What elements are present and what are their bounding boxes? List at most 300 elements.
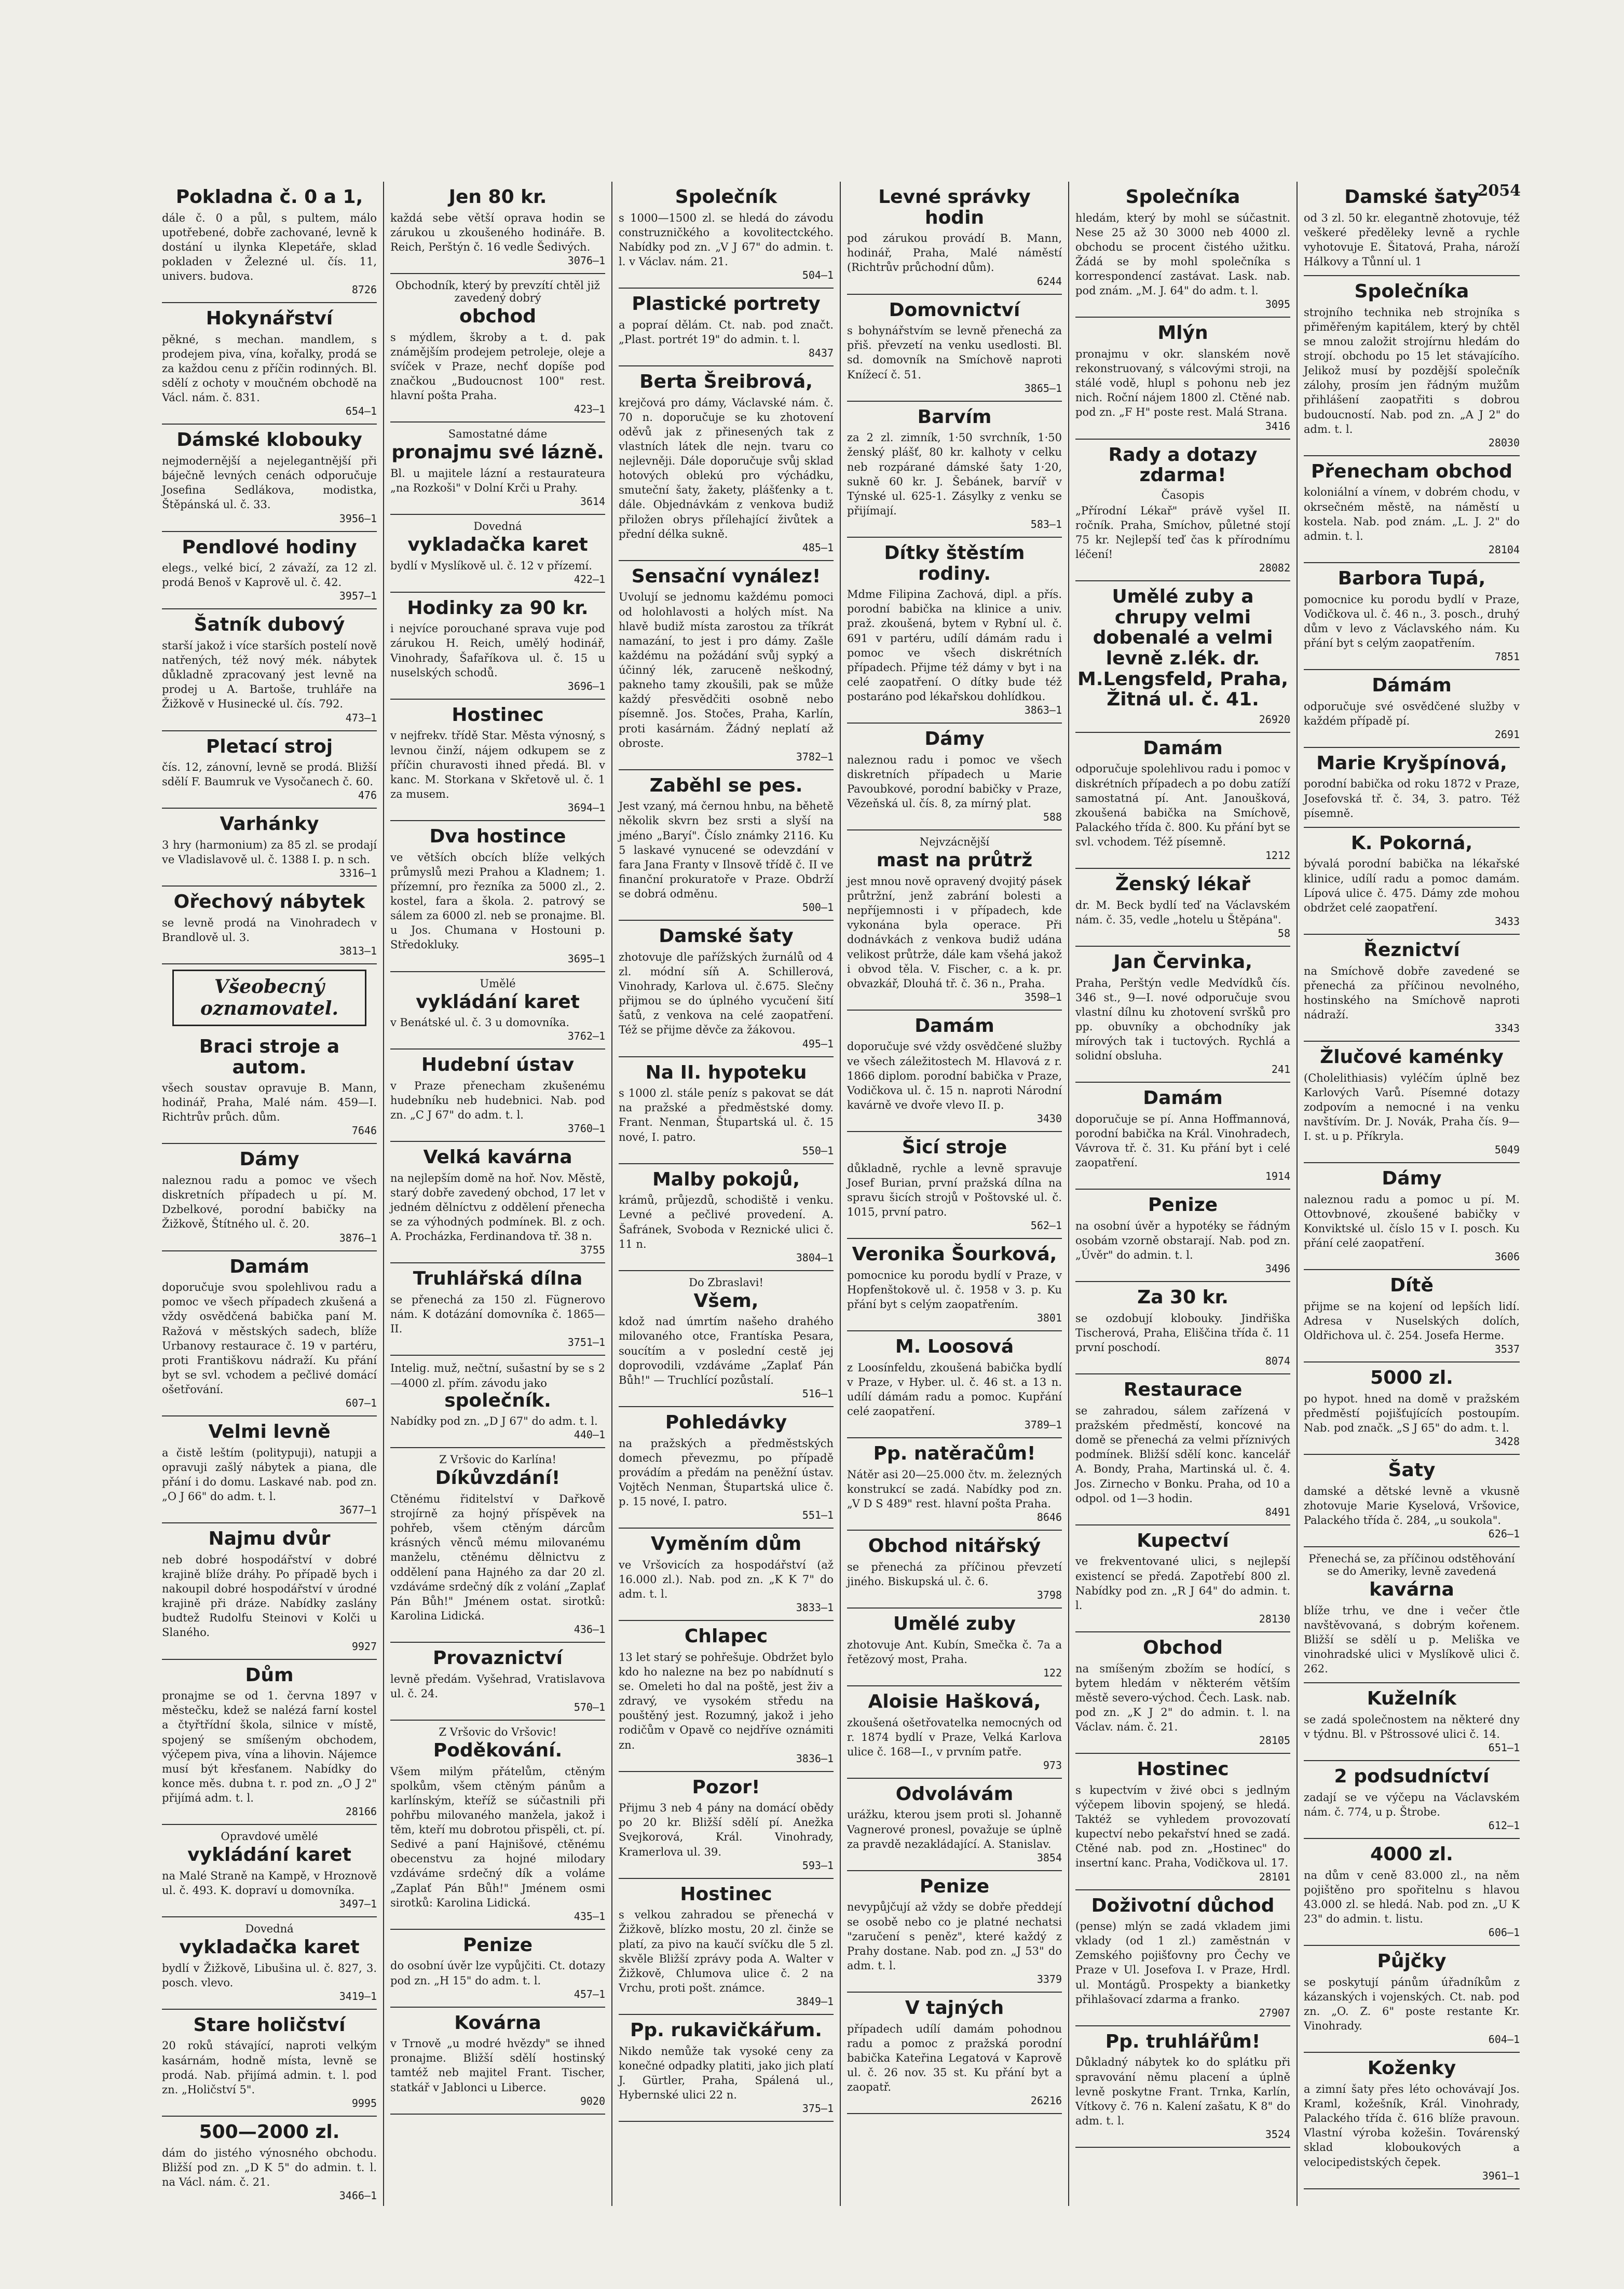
classified-ad [847,1438,1062,1531]
ad-reference-number: 3957—1 [339,590,377,603]
ad-reference-number: 3863—1 [1024,704,1062,717]
classified-ad [162,2117,377,2206]
classified-ad [162,731,377,809]
ad-text: damské a dětské levně a vkusně zhotovuje Marie Kyselová, Vršovice, Palackého třída č. 284, „u soukola". [1304,1484,1520,1527]
ad-headline: Restaurace [1123,1379,1243,1401]
ad-reference-number: 436—1 [574,1623,605,1636]
classified-ad [1304,1683,1520,1761]
ad-reference-number: 28130 [1259,1612,1290,1625]
classified-ad [619,770,834,921]
ad-reference-number: 3419—1 [339,1990,377,2002]
ad-headline: V tajných [905,1997,1004,2019]
ad-text: Uvolují se jednomu každému pomoci od holohlavosti a holých míst. Na hlavě budiž místa zarostou za tříkrát namazání, to jest i pro dámy. Zašle každému na požádání svůj sypký a účinný lék, zaruceně neškodný, pakneho tamy zkoušili, pak se může každý přesvědčiti osobně nebo písemně. Jos. Stočes, Praha, Karlín, proti kasárnám. Žádný neplatí až obroste. [619,591,834,750]
ad-reference-number: 7851 [1494,650,1520,663]
classified-ad [1304,1547,1520,1683]
classified-ad [847,1686,1062,1779]
ad-reference-number: 3343 [1494,1022,1520,1034]
ad-intro: Z Vršovic do Vršovic! [439,1725,557,1738]
ad-text: každá sebe větší oprava hodin se zárukou u zkoušeného hodináře. B. Reich, Perštýn č. 16 vedle Šedivých. [390,211,605,253]
ad-reference-number: 476 [358,789,377,802]
ad-intro: Umělé [480,977,516,990]
ad-reference-number: 3696—1 [567,679,605,692]
ad-reference-number: 3782—1 [796,750,834,763]
ad-text: na pražských a předměstských domech převezmu, po případě provádím a předám na peněžní ústav. Vojtěch Nenman, Štupartská ulice č. p. 15 nové, I. patro. [619,1437,834,1508]
ad-text: (Cholelithiasis) vyléčím úplně bez Karlových Varů. Písemné dotazy zodpovím a nemocné i na venku navštívím. Dr. J. Novák, Praha čís. 9—I. st. u p. Příkryla. [1304,1071,1520,1143]
ad-reference-number: 562—1 [1030,1219,1062,1232]
classified-ad [162,1660,377,1825]
classified-ad [1075,947,1290,1083]
ad-reference-number: 3751—1 [567,1336,605,1349]
ad-headline: Pp. rukavičkářum. [630,2020,822,2041]
ad-headline: Žlučové kaménky [1320,1046,1504,1068]
ad-reference-number: 8437 [808,346,834,359]
ad-headline: Umělé zuby [893,1613,1016,1635]
classified-ad [390,423,605,515]
ad-reference-number: 7646 [351,1124,377,1137]
ad-headline: Braci stroje a autom. [199,1036,340,1078]
classified-ad [1075,1632,1290,1754]
classified-ad [162,303,377,425]
classified-ad [847,182,1062,295]
ad-text: 3 hry (harmonium) za 85 zl. se prodají ve Vladislavově ul. č. 1388 I. p. n sch. [162,839,377,866]
ad-headline: vykládání karet [187,1844,351,1866]
ad-text: a popraí dělám. Ct. nab. pod značt. „Plast. portrét 19" do admin. t. l. [619,318,834,346]
ad-headline: Hokynářství [206,308,333,330]
classified-ad [619,921,834,1057]
classified-ad [847,1011,1062,1132]
classified-ad [619,561,834,770]
ad-text: všech soustav opravuje B. Mann, hodinář, Praha, Malé nám. 459—I. Richtrův průch. dům. [162,1082,377,1124]
ad-headline: 500—2000 zl. [199,2121,340,2143]
ad-headline: Ženský lékař [1115,874,1251,895]
classified-ad [162,1917,377,2010]
ad-headline: Jen 80 kr. [448,186,547,208]
ad-text: s kupectvím v živé obci s jedlným výčepem libovin spojený, se hledá. Taktéž se vyhledem provozovatí kupectví nebo pekařství hned se zadá. Ctěné nab. pod zn. „Hostinec" do insertní kanc. Praha, Vodičkova ul. 17. [1075,1783,1290,1870]
classified-ad [619,1057,834,1164]
ad-reference-number: 440—1 [574,1428,605,1441]
ad-reference-number: 551—1 [802,1509,834,1522]
ad-text: Všem milým přátelům, ctěným spolkům, všem ctěným pánům a karlínským, kteříž se súčastnili při pohřbu milovaného manžela, jakož i těm, kteří mu dobrotou přispěli, ct. pí. Sedivé a paní Hajnišové, ctěnému obecenstvu za hojné milodary vzdáváme srdečný dík a voláme „Zaplať Pán Bůh!" Jménem osmi sirotků: Karolina Lidická. [390,1765,605,1909]
ad-headline: Berta Šreibrová, [639,371,813,392]
classified-ad [1304,1455,1520,1547]
classified-ad [847,1331,1062,1438]
ad-reference-number: 485—1 [802,541,834,554]
ad-text: se levně prodá na Vinohradech v Brandlově ul. 3. [162,916,377,944]
ad-headline: Dva hostince [429,826,566,848]
ad-text: naleznou radu i pomoc ve všech diskretních případech u Marie Pavoubkové, porodní babičky v Praze, Vězeňská ul. čís. 8, za mírný plat. [847,753,1062,810]
ad-headline: Rady a dotazy zdarma! [1108,444,1258,486]
ad-text: nevypůjčují až vždy se dobře předdejí se osobě nebo co je platné nechatsi "zaručení s peněz", které každý z Prahy dostane. Nab. pod zn. „J 53" do adm. t. l. [847,1901,1062,1972]
classified-ad [162,1144,377,1251]
ad-text: neb dobré hospodářství v dobré krajině blíže dráhy. Po případě bych i nakoupil dobré hospodářství v úrodné krajině při dráze. Nabídky zaslány budtež Rudolfu Steinovi v Kolči u Slaného. [162,1553,377,1639]
ad-reference-number: 9927 [351,1640,377,1653]
ad-reference-number: 626—1 [1488,1528,1520,1541]
ad-columns [156,182,1526,2206]
ad-headline: Dítky štěstím rodiny. [884,542,1025,584]
classified-ad [619,289,834,366]
classified-ad [390,1050,605,1142]
ad-reference-number: 26216 [1030,2094,1062,2107]
classified-ad [1304,1270,1520,1363]
ad-text: strojního technika neb strojníka s přiměřeným kapitálem, který by chtěl se mnou založit strojírnu hledám do strojí. obchodu po 15 let stávajícího. Jelikož musí by pozdější společník zálohy, prosím jen řádným mužům přihlášení zaopatřiti s dobrou budoucností. Nab. pod zn. „A J 2" do adm. t. l. [1304,306,1520,435]
ad-headline: Dámy [1382,1168,1442,1190]
ad-headline: Veronika Šourková, [852,1244,1057,1265]
ad-reference-number: 26920 [1259,713,1290,726]
ad-headline: Pozor! [692,1776,760,1798]
ad-reference-number: 28082 [1259,562,1290,575]
ad-text: starší jakož i více starších postelí nově natřených, též nový mék. nábytek důkladně zpracovaný jest levně na prodej u A. Bartoše, truhláře na Žižkově v Husinecké ul. čís. 792. [162,639,377,711]
ad-headline: mast na průtrž [876,850,1033,871]
ad-headline: 4000 zl. [1370,1844,1453,1865]
ad-text: Přijmu 3 neb 4 pány na domácí obědy po 20 kr. Bližší sdělí pí. Anežka Svejkorová, Král. Vinohrady, Kramerlova ul. 39. [619,1802,834,1858]
ad-headline: Dámské klobouky [176,429,362,451]
classified-ad [1304,935,1520,1042]
ad-text: do osobní úvěr lze vypůjčiti. Ct. dotazy pod zn. „H 15" do adm. t. l. [390,1959,605,1987]
classified-ad [390,593,605,700]
ad-headline: Řeznictví [1363,939,1460,961]
classified-ad [847,295,1062,402]
ad-text: na smíšeným zbožím se hodící, s bytem hledám v některém větším městě severo-východ. Čech. Lask. nab. pod zn. „K J 2" do admin. t. l. na Václav. nám. č. 21. [1075,1662,1290,1734]
classified-ad [390,1263,605,1356]
ad-reference-number: 241 [1271,1063,1290,1076]
ad-headline: obchod [459,305,536,327]
ad-headline: Přenecham obchod [1311,460,1512,482]
classified-ad [390,515,605,593]
ad-reference-number: 570—1 [574,1700,605,1713]
ad-reference-number: 5049 [1494,1143,1520,1156]
ad-reference-number: 3095 [1265,298,1290,311]
ad-headline: Damám [1143,1087,1223,1109]
ad-reference-number: 3606 [1494,1250,1520,1263]
ad-headline: Společníka [1354,281,1469,303]
classified-ad [847,1239,1062,1331]
ad-column [1298,182,1526,2206]
ad-text: pronajmu v okr. slanském nově rekonstruovaný, s válcovými stroji, na stálé vodě, hlupl s pohonu neb jez nich. Roční nájem 1800 zl. Ctěné nab. pod zn. „F H" poste rest. Malá Strana. [1075,347,1290,419]
ad-reference-number: 122 [1043,1666,1062,1679]
ad-reference-number: 28030 [1488,436,1520,449]
ad-headline: Levné správky hodin [878,186,1031,228]
ad-reference-number: 3433 [1494,915,1520,928]
ad-reference-number: 3762—1 [567,1030,605,1043]
ad-text: urážku, kterou jsem proti sl. Johanně Vagnerové pronesl, považuje se úplně za pravdě nezakládající. A. Stanislav. [847,1808,1062,1850]
ad-text: zhotovuje Ant. Kubín, Smečka č. 7a a řetězový most, Praha. [847,1638,1062,1666]
ad-headline: Malby pokojů, [652,1168,800,1190]
ad-intro: Přenechá se, za příčinou odstěhování se do Ameriky, levně zavedená [1308,1552,1515,1578]
ad-headline: Truhlářská dílna [413,1268,583,1290]
ad-intro: Z Vršovic do Karlína! [439,1453,556,1466]
ad-text: a zimní šaty přes léto ochovávají Jos. Kraml, kožešník, Král. Vinohrady, Palackého třída č. 616 blíže pravoun. Vlastní výroba kožešin. Továrenský sklad kloboukových a velocipedistských čepek. [1304,2082,1520,2169]
ad-text: ve větších obcích blíže velkých průmyslů mezi Prahou a Kladnem; 1. přízemní, pro řezníka za 5000 zl., 2. kostel, fara a škola. 2. patrový se sálem za 6000 zl. neb se pronajme. Bl. u Jos. Chumana v Hostouni p. Středokluky. [390,851,605,951]
classified-ad [1304,748,1520,828]
ad-reference-number: 516—1 [802,1387,834,1400]
ad-reference-number: 3677—1 [339,1504,377,1517]
ad-column [1069,182,1298,2206]
ad-reference-number: 6244 [1036,275,1062,288]
classified-ad [847,1993,1062,2114]
ad-text: Nabídky pod zn. „D J 67" do adm. t. l. [390,1415,598,1428]
ad-headline: Penize [919,1875,990,1897]
ad-headline: Hostinec [1137,1759,1229,1780]
ad-text: doporučuje svou spolehlivou radu a pomoc ve všech případech zkušená a vždy osvědčená babička paní M. Ražová v městských sadech, blíže Urbanovy restaurace č. 19 v partéru, proti Františkovu nádraží. Ku přání byt se svl. vchodem a pečlivé domácí ošetřování. [162,1281,377,1396]
ad-text: Nátěr asi 20—25.000 čtv. m. železných konstrukcí se zadá. Nabídky pod zn. „V D S 489" rest. hlavní pošta Praha. [847,1468,1062,1510]
ad-headline: Dámy [924,728,985,750]
ad-reference-number: 495—1 [802,1037,834,1050]
ad-reference-number: 457—1 [574,1987,605,2000]
ad-headline: Kupectví [1137,1530,1229,1551]
ad-reference-number: 9020 [580,2094,605,2107]
ad-text: dále č. 0 a půl, s pultem, málo upotřebené, dobře zachované, levně k dostání u ilynka Klepetáře, sklad pokladen v Železné ul. čís. 11, univers. budova. [162,211,377,283]
ad-headline: společník. [444,1389,551,1411]
ad-headline: Dámy [239,1149,299,1170]
ad-headline: Velká kavárna [423,1147,572,1168]
ad-headline: vykladačka karet [179,1937,360,1958]
ad-text: pomocnice ku porodu bydlí v Praze, Vodičkova ul. č. 46 n., 3. posch., druhý dům v levo z Václavského nám. Ku přání byt s celým zaopatřením. [1304,593,1520,649]
classified-ad [619,1164,834,1271]
ad-text: pronajme se od 1. června 1897 v městečku, kdež se nalézá farní kostel a čtyřtřídní škola, silnice v místě, spojený se smíšeným obchodem, výčepem piva, vína a lihovin. Nájemce musí být křesťanem. Nabídky do konce měs. dubna t. r. pod zn. „O J 2" přijímá adm. t. l. [162,1690,377,1805]
ad-text: levně předám. Vyšehrad, Vratislavova ul. č. 24. [390,1672,605,1700]
ad-headline: Domovnictví [889,299,1020,321]
ad-headline: Za 30 kr. [1137,1287,1229,1309]
classified-ad [162,809,377,887]
ad-headline: vykladačka karet [407,534,588,556]
ad-headline: kavárna [1369,1579,1454,1601]
ad-text: se ozdobují klobouky. Jindřiška Tischerová, Praha, Eliščina třída č. 11 první poschodí. [1075,1312,1290,1354]
ad-reference-number: 3598—1 [1024,990,1062,1003]
classified-ad [390,700,605,821]
ad-text: bydlí v Žižkově, Libušina ul. č. 827, 3. posch. vlevo. [162,1961,377,1989]
ad-text: dám do jistého výnosného obchodu. Bližší pod zn. „D K 5" do admin. t. l. na Václ. nám. č. 21. [162,2146,377,2188]
classified-ad [162,2010,377,2117]
classified-ad [619,366,834,561]
ad-headline: Kuželník [1367,1688,1457,1710]
page-number: 2054 [1477,182,1521,200]
ad-text: s velkou zahradou se přenechá v Žižkově, blízko mostu, 20 zl. činže se platí, za pivo na kaučí svíčku dle 5 zl. skvěle Bližší zprávy poda A. Walter v Žižkově, Chlumova ulice č. 2 na Vrchu, proti pošt. známce. [619,1909,834,1994]
ad-text: na Smíchově dobře zavedené se přenechá za příčinou nevolného, hostinského na Smíchově naproti nádraží. [1304,964,1520,1021]
ad-headline: Poděkování. [433,1739,563,1761]
ad-text: elegs., velké bicí, 2 závaží, za 12 zl. prodá Benoš v Kaprově ul. č. 42. [162,562,377,589]
ad-text: se poskytují pánům úřadníkům z kázanských i vojenských. Ct. nab. pod zn. „O. Z. 6" poste restante Kr. Vinohrady. [1304,1975,1520,2033]
classified-ad [1304,1042,1520,1163]
ad-headline: Barvím [917,406,992,428]
ad-intro: Intelig. muž, nečtní, sušastní by se s 2—4000 zl. přím. závodu jako [390,1362,605,1389]
classified-ad [1075,1525,1290,1632]
ad-text: zhotovuje dle pařížských žurnálů od 4 zl. módní síň A. Schillerová, Vinohrady, Karlova ul. č.675. Slečny přijmou se do úplného vycučení šití šatů, z venkova na celé zaopatření. Též se přijme děvče za žákovou. [619,950,834,1037]
ad-reference-number: 654—1 [345,405,377,418]
ad-text: v nejfrekv. třídě Star. Města výnosný, s levnou činží, nájem odkupem se z příčin churavosti ihned předá. Bl. v kanc. M. Storkana v Skřetově ul. č. 1 za musem. [390,729,605,800]
ad-headline: Damské šaty [659,925,794,947]
ad-text: Bl. u majitele lázní a restaurateura „na Rozkoši" v Dolní Krči u Prahy. [390,467,605,494]
ad-reference-number: 3865—1 [1024,382,1062,394]
ad-reference-number: 606—1 [1488,1926,1520,1939]
ad-reference-number: 8726 [351,283,377,296]
ad-headline: Šatník dubový [194,614,345,636]
ad-text: se zahradou, sálem zařízená v pražském předměstí, koncové na domě se přenechá za velmi příznivých podmínek. Bližší sdělí konc. kancelář A. Bondy, Praha, Martinská ul. č. 4. Jos. Zirnecho v Bonku. Praha, od 10 a odpol. od 1—3 hodin. [1075,1404,1290,1505]
ad-reference-number: 3537 [1494,1343,1520,1356]
classified-ad [847,830,1062,1011]
ad-headline: Plastické portrety [632,293,821,315]
ad-reference-number: 550—1 [802,1144,834,1157]
ad-text: přijme se na kojení od lepších lidí. Adresa v Nuselských dolích, Oldřichova ul. č. 254. Josefa Herme. [1304,1300,1520,1342]
classified-ad [1075,318,1290,439]
ad-text: Nikdo nemůže tak vysoké ceny za konečné odpadky platiti, jako jich platí J. Gürtler, Praha, Spálená ul., Hybernské ulici 22 n. [619,2045,834,2102]
classified-ad [390,1721,605,1930]
ad-intro: Do Zbraslavi! [689,1276,763,1289]
ad-reference-number: 375—1 [802,2102,834,2115]
ad-headline: Pp. natěračům! [873,1443,1036,1465]
ad-text: čís. 12, zánovní, levně se prodá. Bližší sdělí F. Baumruk ve Vysočanech č. 60. [162,761,377,788]
ad-reference-number: 423—1 [574,403,605,416]
ad-reference-number: 588 [1043,811,1062,824]
ad-text: se zadá společnostem na některé dny v týdnu. Bl. v Pštrossové ulici č. 14. [1304,1713,1520,1741]
ad-text: důkladně, rychle a levně spravuje Josef Burian, první pražská dílna na spravu šicích strojů v Poštovské ul. č. 1015, první patro. [847,1162,1062,1219]
ad-text: naleznou radu a pomoc u pí. M. Ottovbnové, zkoušené babičky v Konviktské ul. číslo 15 v I. posch. Ku přání celé zaopatření. [1304,1193,1520,1250]
classified-ad [1304,828,1520,935]
classified-ad [390,972,605,1050]
ad-headline: Damské šaty [1344,186,1479,208]
ad-headline: Společníka [1125,186,1240,208]
classified-ad [1304,1363,1520,1455]
ad-text: blíže trhu, ve dne i večer čtle navštěvovaná, s dobrým kořenem. Bližší se sdělí u p. Meliška ve vinohradské ulici v Myslíkově ulici č. 262. [1304,1604,1520,1675]
classified-ad [390,821,605,972]
ad-headline: Dítě [1390,1275,1434,1297]
ad-headline: Velmi levně [208,1421,331,1443]
ad-intro: Dovedná [245,1923,294,1936]
ad-reference-number: 3956—1 [339,512,377,525]
ad-text: bývalá porodní babička na lékařské klinice, udílí radu a pomoc damám. Lípová ulice č. 475. Dámy zde mohou obdržet celé zaopatření. [1304,857,1520,914]
ad-reference-number: 3379 [1036,1973,1062,1986]
ad-text: (pense) mlýn se zadá vkladem jimi vklady (od 1 zl.) zaměstnán v Zemského pojišťovny pro Čechy ve Praze v Ul. Josefova I. v Praze, Hrdl. ul. Montágů. Prospekty a bianketky přihlašovací zdarma a franko. [1075,1920,1290,2006]
ad-reference-number: 435—1 [574,1910,605,1923]
classified-ad [1075,1754,1290,1890]
ad-reference-number: 583—1 [1030,518,1062,530]
ad-text: s 1000 zl. stále peníz s pakovat se dát na pražské a předměstské domy. Frant. Nenman, Štupartská ul. č. 15 nové, I. patro. [619,1087,834,1143]
ad-reference-number: 500—1 [802,901,834,914]
ad-headline: Dům [245,1664,294,1686]
ad-reference-number: 28101 [1259,1870,1290,1883]
ad-reference-number: 28104 [1488,543,1520,556]
ad-reference-number: 3076—1 [567,254,605,267]
ad-text: jest mnou nově opravený dvojitý pásek průtržní, jenž zabrání bolesti a nepříjemnosti i v případech, kde vykonána byla operace. Při dodnávkách z venkova budiž udána velikost průtrže, dále kam všehá jakož i obvod těla. V. Fischer, c. a k. pr. obvazkář, Dlouhá tř. č. 36 n., Praha. [847,875,1062,990]
classified-ad [1075,2026,1290,2148]
classified-ad [162,1251,377,1417]
classified-ad [162,1031,377,1144]
ad-text: a čistě leštím (politypuji), natupji a opravuji zašlý nábytek a piana, dle přání i do domu. Laskavé nab. pod zn. „O J 66" do adm. t. l. [162,1446,377,1503]
ad-text: po hypot. hned na domě v pražském předměstí pojišťujících postoupím. Nab. pod značk. „S J 65" do adm. t. l. [1304,1392,1520,1435]
ad-reference-number: 28105 [1259,1734,1290,1747]
ad-text: Praha, Perštýn vedle Medvídků čís. 346 st., 9—I. nové odporučuje svou vlastní dílnu ku zhotovení svršků pro pp. obuvníky a obchodníky jak mírových tak i tuctových. Rychlá a solidní obsluha. [1075,976,1290,1062]
ad-column [384,182,612,2206]
classified-ad [619,182,834,289]
ad-text: na nejlepším domě na hoř. Nov. Městě, starý dobře zavedený obchod, 17 let v jedném dělníctvu z oddělení přenecha se za výhodných podmínek. Bl. z och. A. Procházka, Ferdinandova tř. 38 n. [390,1171,605,1243]
ad-text: 20 roků stávající, naproti velkým kasárnám, hodně místa, levně se prodá. Nab. přijímá admin. t. l. pod zn. „Holičství 5". [162,2039,377,2096]
ad-text: bydlí v Myslíkově ul. č. 12 v přízemí. [390,559,592,572]
ad-text: s 1000—1500 zl. se hledá do závodu construzničkého a kovolitectckého. Nabídky pod zn. „V J 67" do admin. t. l. v Václav. nám. 21. [619,211,834,268]
classified-ad [847,1609,1062,1686]
ad-reference-number: 58 [1277,927,1290,939]
ad-reference-number: 28166 [345,1805,377,1818]
ad-text: porodní babička od roku 1872 v Praze, Josefovská tř. č. 34, 3. patro. Též písemně. [1304,778,1520,820]
ad-intro: Dovedná [473,520,522,533]
ad-reference-number: 3876—1 [339,1231,377,1244]
ad-headline: Půjčky [1377,1951,1446,1972]
ad-headline: Díkůvzdání! [435,1467,561,1489]
ad-headline: Marie Kryšpínová, [1316,752,1507,774]
classified-ad [847,1779,1062,1871]
classified-ad [847,538,1062,724]
ad-reference-number: 607—1 [345,1397,377,1410]
ad-reference-number: 593—1 [802,1859,834,1872]
ad-text: za 2 zl. zimník, 1·50 svrchník, 1·50 ženský plášť, 80 kr. kalhoty v celku neb rozpárané dámské šaty 1·20, sukně 60 kr. J. Šebánek, barvíř v Týnské ul. 625-1. Zásylky z venku se přijímají. [847,431,1062,517]
ad-reference-number: 3961—1 [1482,2169,1520,2182]
classified-ad [847,402,1062,538]
ad-reference-number: 3789—1 [1024,1419,1062,1432]
ad-reference-number: 1914 [1265,1170,1290,1183]
ad-headline: Stare holičství [193,2014,346,2036]
ad-text: kdož nad úmrtím našeho drahého milovaného otce, Frantíska Pesara, soucítím a v poslední cestě jej doprovodili, vzdáváme „Zaplať Pán Bůh!" — Truchlící pozůstalí. [619,1315,834,1386]
ad-reference-number: 3801 [1036,1312,1062,1325]
ad-headline: Obchod nitářský [868,1535,1041,1557]
ad-headline: Najmu dvůr [208,1528,331,1550]
ad-reference-number: 3316—1 [339,867,377,880]
ad-headline: K. Pokorná, [1350,832,1473,854]
ad-headline: Jan Červinka, [1113,951,1252,973]
classified-ad [390,182,605,274]
ad-headline: Pohledávky [665,1411,787,1433]
ad-headline: Společník [675,186,777,208]
ad-reference-number: 3854 [1036,1851,1062,1864]
ad-reference-number: 2691 [1494,728,1520,741]
ad-text: zadají se ve výčepu na Václavském nám. č. 774, u p. Štrobe. [1304,1791,1520,1818]
classified-ad [1075,1890,1290,2026]
classified-ad [1075,733,1290,869]
ad-text: v Benátské ul. č. 3 u domovníka. [390,1016,570,1029]
classified-ad [162,1825,377,1917]
ad-intro: Nejvzácnější [919,836,990,849]
ad-reference-number: 973 [1043,1759,1062,1772]
classified-ad [1075,581,1290,733]
classified-ad [1304,456,1520,563]
classified-ad [390,1643,605,1721]
classified-ad [847,1531,1062,1609]
classified-ad [1075,869,1290,947]
ad-headline: Všem, [693,1290,759,1312]
ad-text: s mýdlem, škroby a t. d. pak známějším prodejem petroleje, oleje a svíček v Praze, nechť dopíše pod značkou „Budoucnost 100" rest. hlavní pošta Praha. [390,331,605,402]
ad-reference-number: 3428 [1494,1435,1520,1448]
ad-text: dr. M. Beck bydlí teď na Václavském nám. č. 35, vedle „hotelu u Štěpána". [1075,898,1290,926]
ad-headline: Umělé zuby a chrupy velmi dobenalé a velmi levně z.lék. dr. M.Lengsfeld, Praha, Žitná ul. č. 41. [1077,586,1289,711]
ad-text: případech udílí damám pohodnou radu a pomoc z pražská porodní babička Kateřina Legatová v Kaprově ul. č. 26 nov. 35 st. Ku přání byt a zaopatř. [847,2022,1062,2094]
classified-ad [1075,440,1290,582]
ad-text: Jest vzaný, má černou hnbu, na běhetě několik skvrn bez srsti a slyší na jméno „Baryí". Číslo známky 2116. Ku 5 laskavé vynucené se odevzdání v fara Jana Franty v Ilnsově třídě č. II ve finanční prokuratoře v Praze. Obdrží se dobrá odměnu. [619,800,834,901]
ad-headline: Doživotní důchod [1091,1895,1275,1916]
ad-text: pomocnice ku porodu bydlí v Praze, v Hopfenštokově ul. č. 1958 v 3. p. Ku přání byt s celým zaopatřením. [847,1269,1062,1311]
classified-ad [847,724,1062,830]
ad-column [841,182,1069,2206]
ad-text: z Loosínfeldu, zkoušená babička bydlí v Praze, v Hyber. ul. č. 46 st. a 13 n. udílí dámám radu a pomoc. Kupřání celé zaopatření. [847,1361,1062,1418]
ad-reference-number: 3760—1 [567,1122,605,1135]
classified-ad [1304,1163,1520,1270]
ad-text: i nejvíce porouchané sprava vuje pod zárukou H. Reich, umělý hodinář, Vinohrady, Šafaříkova ul. č. 15 u nuselských schodů. [390,622,605,679]
ad-headline: pronajmu své lázně. [391,442,604,464]
ad-reference-number: 3695—1 [567,952,605,965]
ad-headline: Zaběhl se pes. [649,774,803,796]
ad-headline: Pendlové hodiny [182,536,357,558]
classified-ad [1075,1282,1290,1374]
ad-text: se přenechá za 150 zl. Fügnerovo nám. K dotázání domovníka č. 1865—II. [390,1293,605,1336]
ad-text: v Trnově „u modré hvězdy" se ihned pronajme. Bližší sdělí hostinský tamtéž neb majitel Frant. Tischer, statkář v Jablonci u Liberce. [390,2037,605,2094]
ad-reference-number: 27907 [1259,2006,1290,2019]
classified-ad [1304,670,1520,748]
